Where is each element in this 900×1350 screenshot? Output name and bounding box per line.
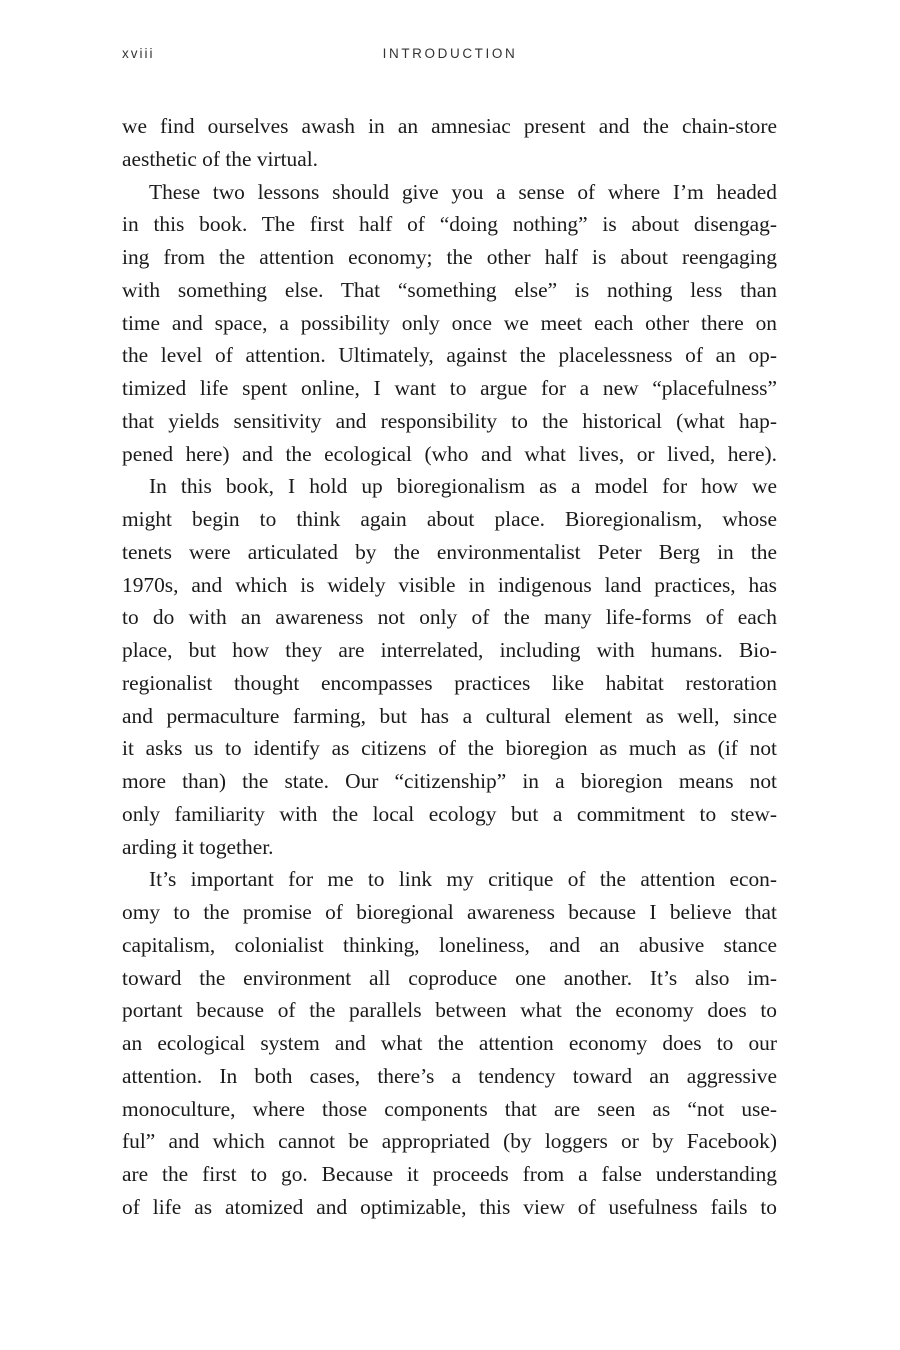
text-line: ing from the attention economy; the other half is about reengaging (122, 245, 777, 269)
text-line: of life as atomized and optimizable, this view of usefulness fails to (122, 1194, 777, 1219)
paragraph (122, 863, 777, 1223)
text-line: 1970s, and which is widely visible in indigenous land practices, has (122, 572, 777, 597)
text-line: an ecological system and what the attention economy does to our (122, 1031, 777, 1055)
text-line: These two lessons should give you a sense of where I’m headed (149, 179, 777, 204)
paragraph (122, 176, 777, 471)
text-line: more than) the state. Our “citizenship” in a bioregion means not (122, 769, 777, 793)
running-head (122, 46, 778, 66)
text-line: regionalist thought encompasses practices like habitat restoration (122, 670, 777, 695)
text-line: are the first to go. Because it proceeds from a false understanding (122, 1162, 777, 1186)
text-line: and permaculture farming, but has a cultural element as well, since (122, 703, 777, 728)
body-text (122, 110, 777, 1224)
text-line: ful” and which cannot be appropriated (by loggers or by Facebook) (122, 1129, 777, 1154)
text-line: only familiarity with the local ecology but a commitment to stew- (122, 801, 777, 826)
text-line: aesthetic of the virtual. (122, 146, 319, 171)
paragraph (122, 110, 777, 176)
text-line: It’s important for me to link my critique of the attention econ- (149, 867, 777, 892)
text-line: might begin to think again about place. Bioregionalism, whose (122, 507, 777, 531)
text-line: to do with an awareness not only of the many life-forms of each (122, 605, 777, 630)
text-line: the level of attention. Ultimately, against the placelessness of an op- (122, 343, 777, 368)
text-line: capitalism, colonialist thinking, loneliness, and an abusive stance (122, 932, 777, 957)
text-line: portant because of the parallels between what the economy does to (122, 998, 777, 1023)
text-line: tenets were articulated by the environmentalist Peter Berg in the (122, 539, 777, 564)
text-line: in this book. The first half of “doing nothing” is about disengag- (122, 212, 777, 237)
paragraph (122, 470, 777, 863)
text-line: pened here) and the ecological (who and what lives, or lived, here). (122, 441, 777, 466)
chapter-title: INTRODUCTION (382, 46, 518, 61)
text-line: toward the environment all coproduce one another. It’s also im- (122, 965, 777, 990)
text-line: we find ourselves awash in an amnesiac present and the chain-store (122, 114, 777, 138)
text-line: omy to the promise of bioregional awareness because I believe that (122, 900, 777, 924)
text-line: with something else. That “something else” is nothing less than (122, 277, 777, 302)
text-line: timized life spent online, I want to argue for a new “placefulness” (122, 376, 777, 400)
text-line: attention. In both cases, there’s a tendency toward an aggressive (122, 1063, 777, 1088)
text-line: monoculture, where those components that are seen as “not use- (122, 1096, 777, 1121)
page-number: xviii (122, 46, 155, 61)
text-line: place, but how they are interrelated, including with humans. Bio- (122, 638, 777, 662)
text-line: that yields sensitivity and responsibility to the historical (what hap- (122, 408, 777, 433)
text-line: arding it together. (122, 834, 274, 859)
text-line: In this book, I hold up bioregionalism as a model for how we (149, 474, 777, 499)
text-line: time and space, a possibility only once we meet each other there on (122, 310, 777, 335)
text-line: it asks us to identify as citizens of the bioregion as much as (if not (122, 736, 777, 761)
